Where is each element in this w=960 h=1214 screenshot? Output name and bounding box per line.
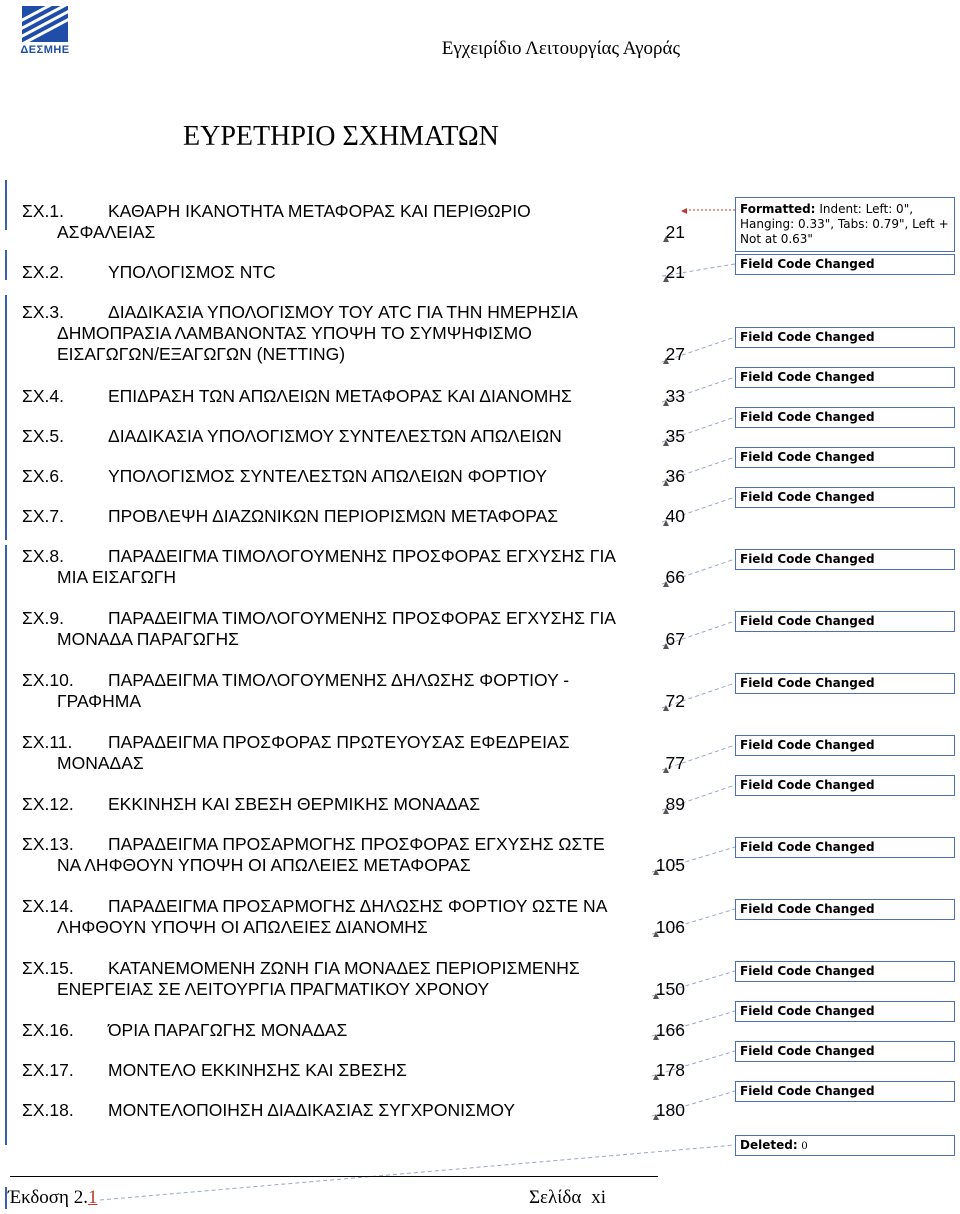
figure-entry-7[interactable] — [22, 506, 685, 527]
figure-number: ΣΧ.14. — [22, 896, 74, 916]
logo-mark-icon — [22, 6, 68, 42]
change-bar — [5, 1187, 7, 1209]
figure-entry-6[interactable] — [22, 466, 685, 487]
figure-entry-4[interactable] — [22, 386, 685, 407]
field-code-changed-label: Field Code Changed — [740, 552, 875, 566]
figure-title-continued: ΑΣΦΑΛΕΙΑΣ — [57, 222, 156, 242]
figure-entry-9[interactable] — [22, 608, 685, 650]
figure-page-number[interactable]: 21 — [665, 222, 685, 242]
figure-title: ΠΑΡΑΔΕΙΓΜΑ ΤΙΜΟΛΟΓΟΥΜΕΝΗΣ ΠΡΟΣΦΟΡΑΣ ΕΓΧΥΣΗΣ ΓΙΑ — [108, 608, 616, 628]
figure-title: ΠΑΡΑΔΕΙΓΜΑ ΠΡΟΣΦΟΡΑΣ ΠΡΩΤΕΥΟΥΣΑΣ ΕΦΕΔΡΕΙΑΣ — [108, 732, 570, 752]
field-code-changed-balloon[interactable] — [735, 837, 955, 858]
figure-number: ΣΧ.10. — [22, 670, 74, 690]
logo-text: ΔΕΣΜΗΕ — [20, 44, 70, 56]
figure-title: ΜΟΝΤΕΛΟΠΟΙΗΣΗ ΔΙΑΔΙΚΑΣΙΑΣ ΣΥΓΧΡΟΝΙΣΜΟΥ — [108, 1100, 516, 1120]
figure-page-number[interactable]: 67 — [665, 629, 685, 649]
figure-number: ΣΧ.3. — [22, 302, 64, 322]
figure-title: ΚΑΤΑΝΕΜΟΜΕΝΗ ΖΩΝΗ ΓΙΑ ΜΟΝΑΔΕΣ ΠΕΡΙΟΡΙΣΜΕΝΗΣ — [108, 958, 580, 978]
field-code-changed-balloon[interactable] — [735, 899, 955, 920]
footer-page — [529, 1187, 606, 1209]
desmie-logo — [20, 6, 70, 56]
figure-title-continued: ΛΗΦΘΟΥΝ ΥΠΟΨΗ ΟΙ ΑΠΩΛΕΙΕΣ ΔΙΑΝΟΜΗΣ — [57, 917, 428, 937]
figure-number: ΣΧ.15. — [22, 958, 74, 978]
figure-title: ΥΠΟΛΟΓΙΣΜΟΣ NTC — [108, 262, 276, 282]
field-code-changed-balloon[interactable] — [735, 1081, 955, 1102]
figure-number: ΣΧ.2. — [22, 262, 64, 282]
field-code-changed-balloon[interactable] — [735, 254, 955, 275]
field-code-changed-balloon[interactable] — [735, 549, 955, 570]
change-bar — [5, 250, 7, 280]
field-code-changed-label: Field Code Changed — [740, 450, 875, 464]
figure-title: ΥΠΟΛΟΓΙΣΜΟΣ ΣΥΝΤΕΛΕΣΤΩΝ ΑΠΩΛΕΙΩΝ ΦΟΡΤΙΟΥ — [108, 466, 548, 486]
figure-entry-13[interactable] — [22, 834, 685, 876]
formatted-text: Indent: Left: 0", Hanging: 0.33", Tabs: 0.79", Left + Not at 0.63" — [740, 202, 949, 246]
figure-title-continued: ΜΟΝΑΔΑΣ — [57, 753, 144, 773]
figure-entry-5[interactable] — [22, 426, 685, 447]
edition-revision: 1 — [87, 1187, 98, 1208]
figure-number: ΣΧ.11. — [22, 732, 73, 752]
figure-title-continued: ΝΑ ΛΗΦΘΟΥΝ ΥΠΟΨΗ ΟΙ ΑΠΩΛΕΙΕΣ ΜΕΤΑΦΟΡΑΣ — [57, 855, 471, 875]
field-code-changed-balloon[interactable] — [735, 327, 955, 348]
page-title: ΕΥΡΕΤΗΡΙΟ ΣΧΗΜΑΤΩΝ — [183, 121, 499, 152]
figure-page-number[interactable]: 27 — [665, 344, 685, 364]
figure-page-number[interactable]: 36 — [665, 466, 685, 486]
figure-title: ΕΠΙΔΡΑΣΗ ΤΩΝ ΑΠΩΛΕΙΩΝ ΜΕΤΑΦΟΡΑΣ ΚΑΙ ΔΙΑΝΟΜΗΣ — [108, 386, 572, 406]
figure-title: ΜΟΝΤΕΛΟ ΕΚΚΙΝΗΣΗΣ ΚΑΙ ΣΒΕΣΗΣ — [108, 1060, 407, 1080]
figure-title: ΕΚΚΙΝΗΣΗ ΚΑΙ ΣΒΕΣΗ ΘΕΡΜΙΚΗΣ ΜΟΝΑΔΑΣ — [108, 794, 481, 814]
deleted-label: Deleted: — [740, 1138, 798, 1152]
figure-title: ΔΙΑΔΙΚΑΣΙΑ ΥΠΟΛΟΓΙΣΜΟΥ ΤΟΥ ATC ΓΙΑ ΤΗΝ ΗΜΕΡΗΣΙΑ — [108, 302, 578, 322]
field-code-changed-balloon[interactable] — [735, 487, 955, 508]
footer-edition — [8, 1187, 97, 1209]
figure-title-continued: ΕΙΣΑΓΩΓΩΝ/ΕΞΑΓΩΓΩΝ (NETTING) — [57, 344, 346, 364]
page-number: xi — [591, 1187, 607, 1208]
figure-page-number[interactable]: 40 — [665, 506, 685, 526]
figure-title: ΠΡΟΒΛΕΨΗ ΔΙΑΖΩΝΙΚΩΝ ΠΕΡΙΟΡΙΣΜΩΝ ΜΕΤΑΦΟΡΑΣ — [108, 506, 559, 526]
figure-entry-15[interactable] — [22, 958, 685, 1000]
figure-entry-8[interactable] — [22, 546, 685, 588]
change-bar — [5, 545, 7, 1145]
field-code-changed-balloon[interactable] — [735, 367, 955, 388]
figure-number: ΣΧ.4. — [22, 386, 64, 406]
change-bar — [5, 180, 7, 230]
figure-title: ΠΑΡΑΔΕΙΓΜΑ ΤΙΜΟΛΟΓΟΥΜΕΝΗΣ ΔΗΛΩΣΗΣ ΦΟΡΤΙΟΥ - — [108, 670, 570, 690]
figure-page-number[interactable]: 77 — [665, 753, 685, 773]
figure-title: ΔΙΑΔΙΚΑΣΙΑ ΥΠΟΛΟΓΙΣΜΟΥ ΣΥΝΤΕΛΕΣΤΩΝ ΑΠΩΛΕΙΩΝ — [108, 426, 562, 446]
field-code-changed-label: Field Code Changed — [740, 1084, 875, 1098]
figure-page-number[interactable]: 35 — [665, 426, 685, 446]
field-code-changed-balloon[interactable] — [735, 735, 955, 756]
field-code-changed-label: Field Code Changed — [740, 902, 875, 916]
field-code-changed-label: Field Code Changed — [740, 330, 875, 344]
deleted-comment-balloon[interactable] — [735, 1135, 955, 1156]
figure-title: ΠΑΡΑΔΕΙΓΜΑ ΠΡΟΣΑΡΜΟΓΗΣ ΠΡΟΣΦΟΡΑΣ ΕΓΧΥΣΗΣ ΩΣΤΕ — [108, 834, 605, 854]
figure-title-continued: ΓΡΑΦΗΜΑ — [57, 691, 142, 711]
field-code-changed-label: Field Code Changed — [740, 257, 875, 271]
field-code-changed-balloon[interactable] — [735, 775, 955, 796]
figure-title: ΠΑΡΑΔΕΙΓΜΑ ΤΙΜΟΛΟΓΟΥΜΕΝΗΣ ΠΡΟΣΦΟΡΑΣ ΕΓΧΥΣΗΣ ΓΙΑ — [108, 546, 616, 566]
figure-number: ΣΧ.8. — [22, 546, 64, 566]
figure-number: ΣΧ.18. — [22, 1100, 74, 1120]
figure-title: ΠΑΡΑΔΕΙΓΜΑ ΠΡΟΣΑΡΜΟΓΗΣ ΔΗΛΩΣΗΣ ΦΟΡΤΙΟΥ ΩΣΤΕ ΝΑ — [108, 896, 608, 916]
figure-title-continued: ΜΟΝΑΔΑ ΠΑΡΑΓΩΓΗΣ — [57, 629, 239, 649]
edition-label: Έκδοση 2. — [8, 1187, 88, 1208]
figure-title-continued: ΕΝΕΡΓΕΙΑΣ ΣΕ ΛΕΙΤΟΥΡΓΙΑ ΠΡΑΓΜΑΤΙΚΟΥ ΧΡΟΝΟΥ — [57, 979, 490, 999]
footer-rule — [10, 1176, 658, 1177]
figure-number: ΣΧ.9. — [22, 608, 64, 628]
figure-title-continued: ΜΙΑ ΕΙΣΑΓΩΓΗ — [57, 567, 177, 587]
figure-title: ΌΡΙΑ ΠΑΡΑΓΩΓΗΣ ΜΟΝΑΔΑΣ — [108, 1020, 348, 1040]
figure-number: ΣΧ.5. — [22, 426, 64, 446]
field-code-changed-balloon[interactable] — [735, 407, 955, 428]
figure-number: ΣΧ.17. — [22, 1060, 74, 1080]
field-code-changed-label: Field Code Changed — [740, 1044, 875, 1058]
figure-page-number[interactable]: 180 — [655, 1100, 685, 1120]
figure-number: ΣΧ.6. — [22, 466, 64, 486]
figure-page-number[interactable]: 33 — [665, 386, 685, 406]
figure-number: ΣΧ.13. — [22, 834, 74, 854]
field-code-changed-label: Field Code Changed — [740, 778, 875, 792]
figure-entry-16[interactable] — [22, 1020, 685, 1041]
document-header-title: Εγχειρίδιο Λειτουργίας Αγοράς — [441, 38, 680, 59]
page-label: Σελίδα — [529, 1187, 582, 1208]
field-code-changed-label: Field Code Changed — [740, 1004, 875, 1018]
figure-entry-18[interactable] — [22, 1100, 685, 1121]
figure-number: ΣΧ.7. — [22, 506, 64, 526]
field-code-changed-balloon[interactable] — [735, 673, 955, 694]
field-code-changed-label: Field Code Changed — [740, 964, 875, 978]
formatted-comment-balloon[interactable] — [735, 197, 955, 252]
figure-title: ΚΑΘΑΡΗ ΙΚΑΝΟΤΗΤΑ ΜΕΤΑΦΟΡΑΣ ΚΑΙ ΠΕΡΙΘΩΡΙΟ — [108, 201, 531, 221]
formatted-label: Formatted: — [740, 202, 816, 216]
figure-entry-11[interactable] — [22, 732, 685, 774]
figure-page-number[interactable]: 150 — [655, 979, 685, 999]
figure-page-number[interactable]: 105 — [655, 855, 685, 875]
comment-anchor-icon — [681, 208, 687, 214]
figure-entry-17[interactable] — [22, 1060, 685, 1081]
field-code-changed-label: Field Code Changed — [740, 738, 875, 752]
figure-entry-1[interactable] — [22, 201, 685, 243]
figure-page-number[interactable]: 21 — [665, 262, 685, 282]
figure-entry-10[interactable] — [22, 670, 685, 712]
figure-page-number[interactable]: 72 — [665, 691, 685, 711]
field-code-changed-label: Field Code Changed — [740, 676, 875, 690]
figure-number: ΣΧ.16. — [22, 1020, 74, 1040]
field-code-changed-balloon[interactable] — [735, 1041, 955, 1062]
field-code-changed-label: Field Code Changed — [740, 410, 875, 424]
field-code-changed-label: Field Code Changed — [740, 840, 875, 854]
figure-title-continued: ΔΗΜΟΠΡΑΣΙΑ ΛΑΜΒΑΝΟΝΤΑΣ ΥΠΟΨΗ ΤΟ ΣΥΜΨΗΦΙΣΜΟ — [57, 323, 532, 343]
figure-page-number[interactable]: 178 — [655, 1060, 685, 1080]
field-code-changed-balloon[interactable] — [735, 1001, 955, 1022]
field-code-changed-balloon[interactable] — [735, 611, 955, 632]
field-code-changed-label: Field Code Changed — [740, 490, 875, 504]
figure-page-number[interactable]: 66 — [665, 567, 685, 587]
change-bar — [5, 295, 7, 540]
deleted-value: 0 — [801, 1138, 808, 1152]
figure-number: ΣΧ.12. — [22, 794, 74, 814]
field-code-changed-balloon[interactable] — [735, 447, 955, 468]
figure-page-number[interactable]: 166 — [655, 1020, 685, 1040]
figure-entry-2[interactable] — [22, 262, 685, 283]
figure-entry-3[interactable] — [22, 302, 685, 365]
field-code-changed-label: Field Code Changed — [740, 370, 875, 384]
figure-number: ΣΧ.1. — [22, 201, 64, 221]
field-code-changed-balloon[interactable] — [735, 961, 955, 982]
figure-entry-14[interactable] — [22, 896, 685, 938]
field-code-changed-label: Field Code Changed — [740, 614, 875, 628]
figure-entry-12[interactable] — [22, 794, 685, 815]
figure-page-number[interactable]: 106 — [655, 917, 685, 937]
figure-page-number[interactable]: 89 — [665, 794, 685, 814]
